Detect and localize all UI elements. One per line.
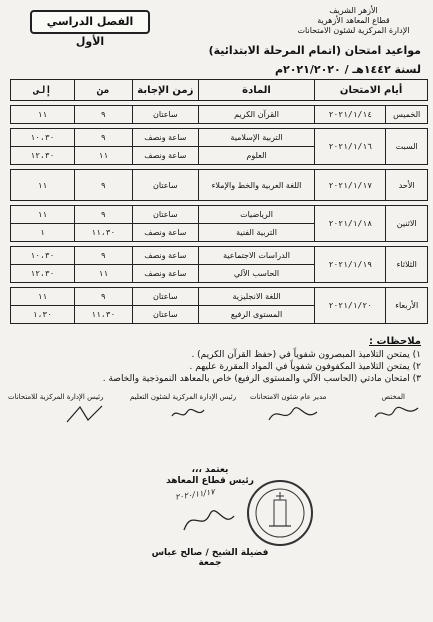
from-cell: ٩	[74, 288, 132, 306]
from-cell: ٩	[74, 170, 132, 201]
subject-cell: التربية الإسلامية	[198, 129, 314, 147]
notes-list	[91, 349, 421, 385]
org-line: الإدارة المركزية لشئون الامتحانات	[297, 26, 410, 35]
to-cell: ١١	[11, 206, 75, 224]
sheikh-name: فضيلة الشيخ / صالح عباس جمعة	[151, 548, 269, 568]
education-signature-icon	[168, 404, 208, 424]
approve-label: يعتمد ،،،	[191, 465, 229, 475]
organization-header	[286, 6, 421, 36]
table-row	[11, 129, 428, 147]
duration-cell: ساعتان	[132, 288, 198, 306]
subject-cell: التربية الفنية	[198, 224, 314, 242]
subject-cell: الحاسب الآلي	[198, 265, 314, 283]
day-cell: الثلاثاء	[386, 247, 428, 283]
reviewer-signature-icon	[372, 402, 422, 424]
date-cell: ٢٠٢١/١/١٦	[315, 129, 386, 165]
exam-schedule-table	[10, 79, 428, 324]
sector-head-signature-icon	[178, 502, 238, 538]
education-head-label: رئيس الإدارة المركزية لشئون التعليم	[130, 393, 237, 401]
subject-cell: الرياضيات	[198, 206, 314, 224]
to-cell: ١١	[11, 288, 75, 306]
duration-cell: ساعة ونصف	[132, 129, 198, 147]
day-cell: السبت	[386, 129, 428, 165]
note-item: ٣) امتحان مادتي (الحاسب الآلي والمستوى الرفيع) خاص بالمعاهد النموذجية والخاصة .	[102, 374, 421, 384]
note-item: ٢) يمتحن التلاميذ المكفوفون شفوياً في المواد المقررة عليهم .	[189, 362, 421, 372]
from-cell: ٩	[74, 106, 132, 124]
from-cell: ٩	[74, 206, 132, 224]
director-signature-icon	[265, 402, 320, 426]
duration-cell: ساعة ونصف	[132, 224, 198, 242]
subject-cell: المستوى الرفيع	[198, 306, 314, 324]
date-cell: ٢٠٢١/١/١٤	[315, 106, 386, 124]
semester-box: الفصل الدراسي الأول	[30, 10, 150, 34]
duration-cell: ساعة ونصف	[132, 247, 198, 265]
to-cell: ١٢،٣٠	[11, 265, 75, 283]
duration-cell: ساعتان	[132, 206, 198, 224]
day-cell: الاثنين	[386, 206, 428, 242]
subject-cell: القرآن الكريم	[198, 106, 314, 124]
table-header-row	[11, 80, 428, 101]
date-cell: ٢٠٢١/١/١٨	[315, 206, 386, 242]
date-cell: ٢٠٢١/١/١٩	[315, 247, 386, 283]
table-row	[11, 206, 428, 224]
header-to: إلى	[11, 80, 75, 101]
sector-head-label: رئيس قطاع المعاهد	[166, 476, 254, 486]
to-cell: ١١	[11, 106, 75, 124]
from-cell: ١١،٣٠	[74, 224, 132, 242]
header-from: من	[74, 80, 132, 101]
table-row	[11, 170, 428, 201]
from-cell: ٩	[74, 247, 132, 265]
duration-cell: ساعتان	[132, 106, 198, 124]
to-cell: ١١	[11, 170, 75, 201]
from-cell: ١١،٣٠	[74, 306, 132, 324]
from-cell: ١١	[74, 147, 132, 165]
header-exam-days: أيام الامتحان	[315, 80, 428, 101]
header-duration: زمن الإجابة	[132, 80, 198, 101]
note-item: ١) يمتحن التلاميذ المبصرون شفوياً في (حفظ القرآن الكريم) .	[191, 350, 421, 360]
day-cell: الخميس	[386, 106, 428, 124]
date-cell: ٢٠٢١/١/١٧	[315, 170, 386, 201]
org-line: قطاع المعاهد الأزهرية	[317, 16, 390, 25]
duration-cell: ساعتان	[132, 170, 198, 201]
table-row	[11, 106, 428, 124]
subject-cell: الدراسات الاجتماعية	[198, 247, 314, 265]
to-cell: ١٢،٣٠	[11, 147, 75, 165]
duration-cell: ساعة ونصف	[132, 147, 198, 165]
from-cell: ١١	[74, 265, 132, 283]
to-cell: ١٠،٣٠	[11, 247, 75, 265]
exams-head-signature-icon	[62, 402, 107, 428]
table-row	[11, 288, 428, 306]
header-subject: المادة	[198, 80, 314, 101]
exams-head-label: رئيس الإدارة المركزية للامتحانات	[8, 393, 104, 401]
subject-cell: اللغة العربية والخط والإملاء	[198, 170, 314, 201]
signature-date: ٢٠٢٠/١١/١٧	[174, 487, 216, 502]
document-title: مواعيد امتحان (اتمام المرحلة الابتدائية)	[208, 44, 421, 57]
notes-title: ملاحظات :	[368, 336, 421, 347]
from-cell: ٩	[74, 129, 132, 147]
to-cell: ١٠،٣٠	[11, 129, 75, 147]
subject-cell: اللغة الانجليزية	[198, 288, 314, 306]
to-cell: ١،٣٠	[11, 306, 75, 324]
exams-director-label: مدير عام شئون الامتحانات	[250, 393, 327, 401]
document-year: لسنة ١٤٤٢هـ / ٢٠٢١/٢٠٢٠م	[274, 63, 421, 76]
subject-cell: العلوم	[198, 147, 314, 165]
duration-cell: ساعتان	[132, 306, 198, 324]
day-cell: الأربعاء	[386, 288, 428, 324]
date-cell: ٢٠٢١/١/٢٠	[315, 288, 386, 324]
day-cell: الأحد	[386, 170, 428, 201]
to-cell: ١	[11, 224, 75, 242]
duration-cell: ساعة ونصف	[132, 265, 198, 283]
azhar-stamp-icon	[245, 478, 315, 548]
reviewer-label: المختص	[381, 393, 405, 401]
org-line: الأزهر الشريف	[329, 6, 378, 15]
table-row	[11, 247, 428, 265]
